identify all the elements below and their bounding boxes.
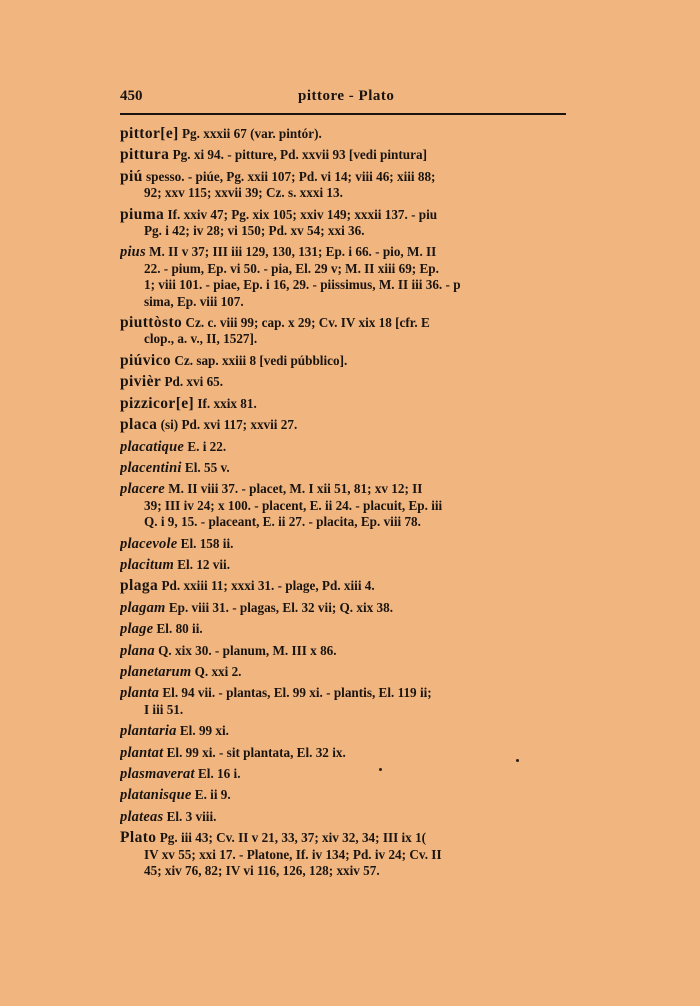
entry-headword: planetarum xyxy=(120,663,192,680)
entry-citation-line: Pg. i 42; iv 28; vi 150; Pd. xv 54; xxi 36. xyxy=(144,223,365,239)
entry-citation-line: Q. i 9, 15. - placeant, E. ii 27. - placita, Ep. viii 78. xyxy=(144,514,421,530)
dictionary-entry xyxy=(120,417,566,433)
entry-headword: plage xyxy=(120,621,154,638)
entry-citation-line: 39; III iv 24; x 100. - placent, E. ii 24. - placuit, Ep. iii xyxy=(144,497,443,513)
entry-citation-line: Pd. xxiii 11; xxxi 31. - plage, Pd. xiii 4. xyxy=(161,578,375,594)
entry-headword: pittor[e] xyxy=(120,126,179,142)
speck-mark xyxy=(379,768,382,771)
dictionary-entry xyxy=(120,126,566,142)
entry-headword: plantat xyxy=(120,744,164,761)
dictionary-entry xyxy=(120,439,566,455)
entry-citation-line: M. II v 37; III iii 129, 130, 131; Ep. i 66. - pio, M. II xyxy=(149,244,437,260)
entry-citation-line: (si) Pd. xvi 117; xxvii 27. xyxy=(160,417,298,433)
running-title: pittore - Plato xyxy=(298,88,395,104)
dictionary-entry xyxy=(120,244,566,310)
dictionary-entry xyxy=(120,766,566,782)
entry-headword: plateas xyxy=(120,808,164,825)
entry-citation-line: Q. xxi 2. xyxy=(194,663,242,679)
entry-citation-line: sima, Ep. viii 107. xyxy=(144,293,244,309)
entry-citation-line: El. 94 vii. - plantas, El. 99 xi. - plantis, El. 119 ii; xyxy=(162,685,432,701)
dictionary-entry xyxy=(120,557,566,573)
entry-headword: pizzicor[e] xyxy=(120,395,195,412)
entry-citation-line: El. 16 i. xyxy=(198,766,241,781)
dictionary-entry xyxy=(120,685,566,718)
entry-citation-line: Cz. c. viii 99; cap. x 29; Cv. IV xix 18 [cfr. E xyxy=(185,315,430,331)
entry-citation-line: 45; xiv 76, 82; IV vi 116, 126, 128; xxiv 57. xyxy=(144,863,380,879)
entry-headword: plagam xyxy=(120,599,166,616)
entry-headword: plaga xyxy=(120,578,159,595)
dictionary-entry xyxy=(120,460,566,476)
entry-headword: pius xyxy=(120,244,146,261)
entry-citation-line: Pg. xi 94. - pitture, Pd. xxvii 93 [vedi pintura] xyxy=(172,147,427,163)
dictionary-entry xyxy=(120,664,566,680)
entry-headword: plana xyxy=(120,642,155,659)
entry-citation-line: Q. xix 30. - planum, M. III x 86. xyxy=(158,642,337,658)
entry-citation-line: Pd. xvi 65. xyxy=(164,374,224,390)
entry-citation-line: Cz. sap. xxiii 8 [vedi púbblico]. xyxy=(174,352,348,368)
entry-citation-line: If. xxix 81. xyxy=(197,395,257,411)
entry-citation-line: E. i 22. xyxy=(187,438,227,454)
running-header xyxy=(120,88,565,110)
dictionary-entry xyxy=(120,643,566,659)
entry-headword: platanisque xyxy=(120,787,192,804)
entry-citation-line: spesso. - piúe, Pg. xxii 107; Pd. vi 14; viii 46; xiii 88; xyxy=(146,168,436,184)
header-rule xyxy=(120,113,566,115)
entry-citation-line: El. 99 xi. - sit plantata, El. 32 ix. xyxy=(166,744,346,760)
dictionary-entry xyxy=(120,621,566,637)
dictionary-entry xyxy=(120,723,566,739)
entry-headword: pittura xyxy=(120,147,170,164)
dictionary-entry xyxy=(120,207,566,240)
dictionary-entry xyxy=(120,147,566,163)
dictionary-entry xyxy=(120,396,566,412)
dictionary-entry xyxy=(120,745,566,761)
entry-headword: piuma xyxy=(120,206,165,223)
dictionary-entry xyxy=(120,536,566,552)
entry-citation-line: El. 99 xi. xyxy=(179,723,229,739)
entry-headword: placevole xyxy=(120,535,178,552)
entry-headword: plasmaverat xyxy=(120,766,195,782)
entry-citation-line: M. II viii 37. - placet, M. I xii 51, 81; xv 12; II xyxy=(168,481,423,497)
entry-citation-line: El. 3 viii. xyxy=(166,808,217,824)
entry-citation-line: If. xxiv 47; Pg. xix 105; xxiv 149; xxxii 137. - piu xyxy=(167,206,438,222)
entry-headword: piúvico xyxy=(120,352,172,369)
entry-citation-line: El. 12 vii. xyxy=(177,556,231,572)
dictionary-entry xyxy=(120,374,566,390)
entry-citation-line: E. ii 9. xyxy=(194,787,231,803)
entry-citation-line: 22. - pium, Ep. vi 50. - pia, El. 29 v; M. II xiii 69; Ep. xyxy=(144,260,439,276)
entry-citation-line: El. 158 ii. xyxy=(180,535,234,551)
entry-citation-line: IV xv 55; xxi 17. - Platone, If. iv 134; Pd. iv 24; Cv. II xyxy=(144,846,442,862)
entry-headword: pivièr xyxy=(120,374,162,391)
dictionary-entry xyxy=(120,169,566,202)
dictionary-entry xyxy=(120,830,566,879)
entry-headword: Plato xyxy=(120,830,157,847)
entry-citation-line: Pg. iii 43; Cv. II v 21, 33, 37; xiv 32, 34; III ix 1( xyxy=(159,830,427,846)
entry-list xyxy=(120,126,566,884)
entry-citation-line: Ep. viii 31. - plagas, El. 32 vii; Q. xix 38. xyxy=(168,599,394,615)
entry-headword: placitum xyxy=(120,556,174,573)
dictionary-entry xyxy=(120,787,566,803)
entry-citation-line: 1; viii 101. - piae, Ep. i 16, 29. - piissimus, M. II iii 36. - p xyxy=(144,277,461,293)
entry-headword: placere xyxy=(120,481,165,498)
dictionary-entry xyxy=(120,315,566,348)
dictionary-entry xyxy=(120,481,566,530)
entry-headword: piuttòsto xyxy=(120,315,183,332)
speck-mark xyxy=(516,759,519,762)
page-number: 450 xyxy=(120,88,143,104)
entry-headword: placa xyxy=(120,417,158,434)
entry-headword: placentini xyxy=(120,459,182,476)
entry-citation-line: Pg. xxxii 67 (var. pintór). xyxy=(181,126,322,141)
entry-citation-line: El. 55 v. xyxy=(184,459,230,475)
entry-citation-line: clop., a. v., II, 1527]. xyxy=(144,331,258,347)
entry-headword: plantaria xyxy=(120,723,177,740)
dictionary-entry xyxy=(120,809,566,825)
entry-headword: planta xyxy=(120,685,160,702)
entry-citation-line: El. 80 ii. xyxy=(156,621,203,637)
entry-headword: piú xyxy=(120,168,143,185)
entry-citation-line: I iii 51. xyxy=(144,701,184,717)
dictionary-entry xyxy=(120,353,566,369)
entry-citation-line: 92; xxv 115; xxvii 39; Cz. s. xxxi 13. xyxy=(144,185,343,201)
entry-headword: placatique xyxy=(120,438,185,455)
dictionary-entry xyxy=(120,578,566,594)
dictionary-entry xyxy=(120,600,566,616)
